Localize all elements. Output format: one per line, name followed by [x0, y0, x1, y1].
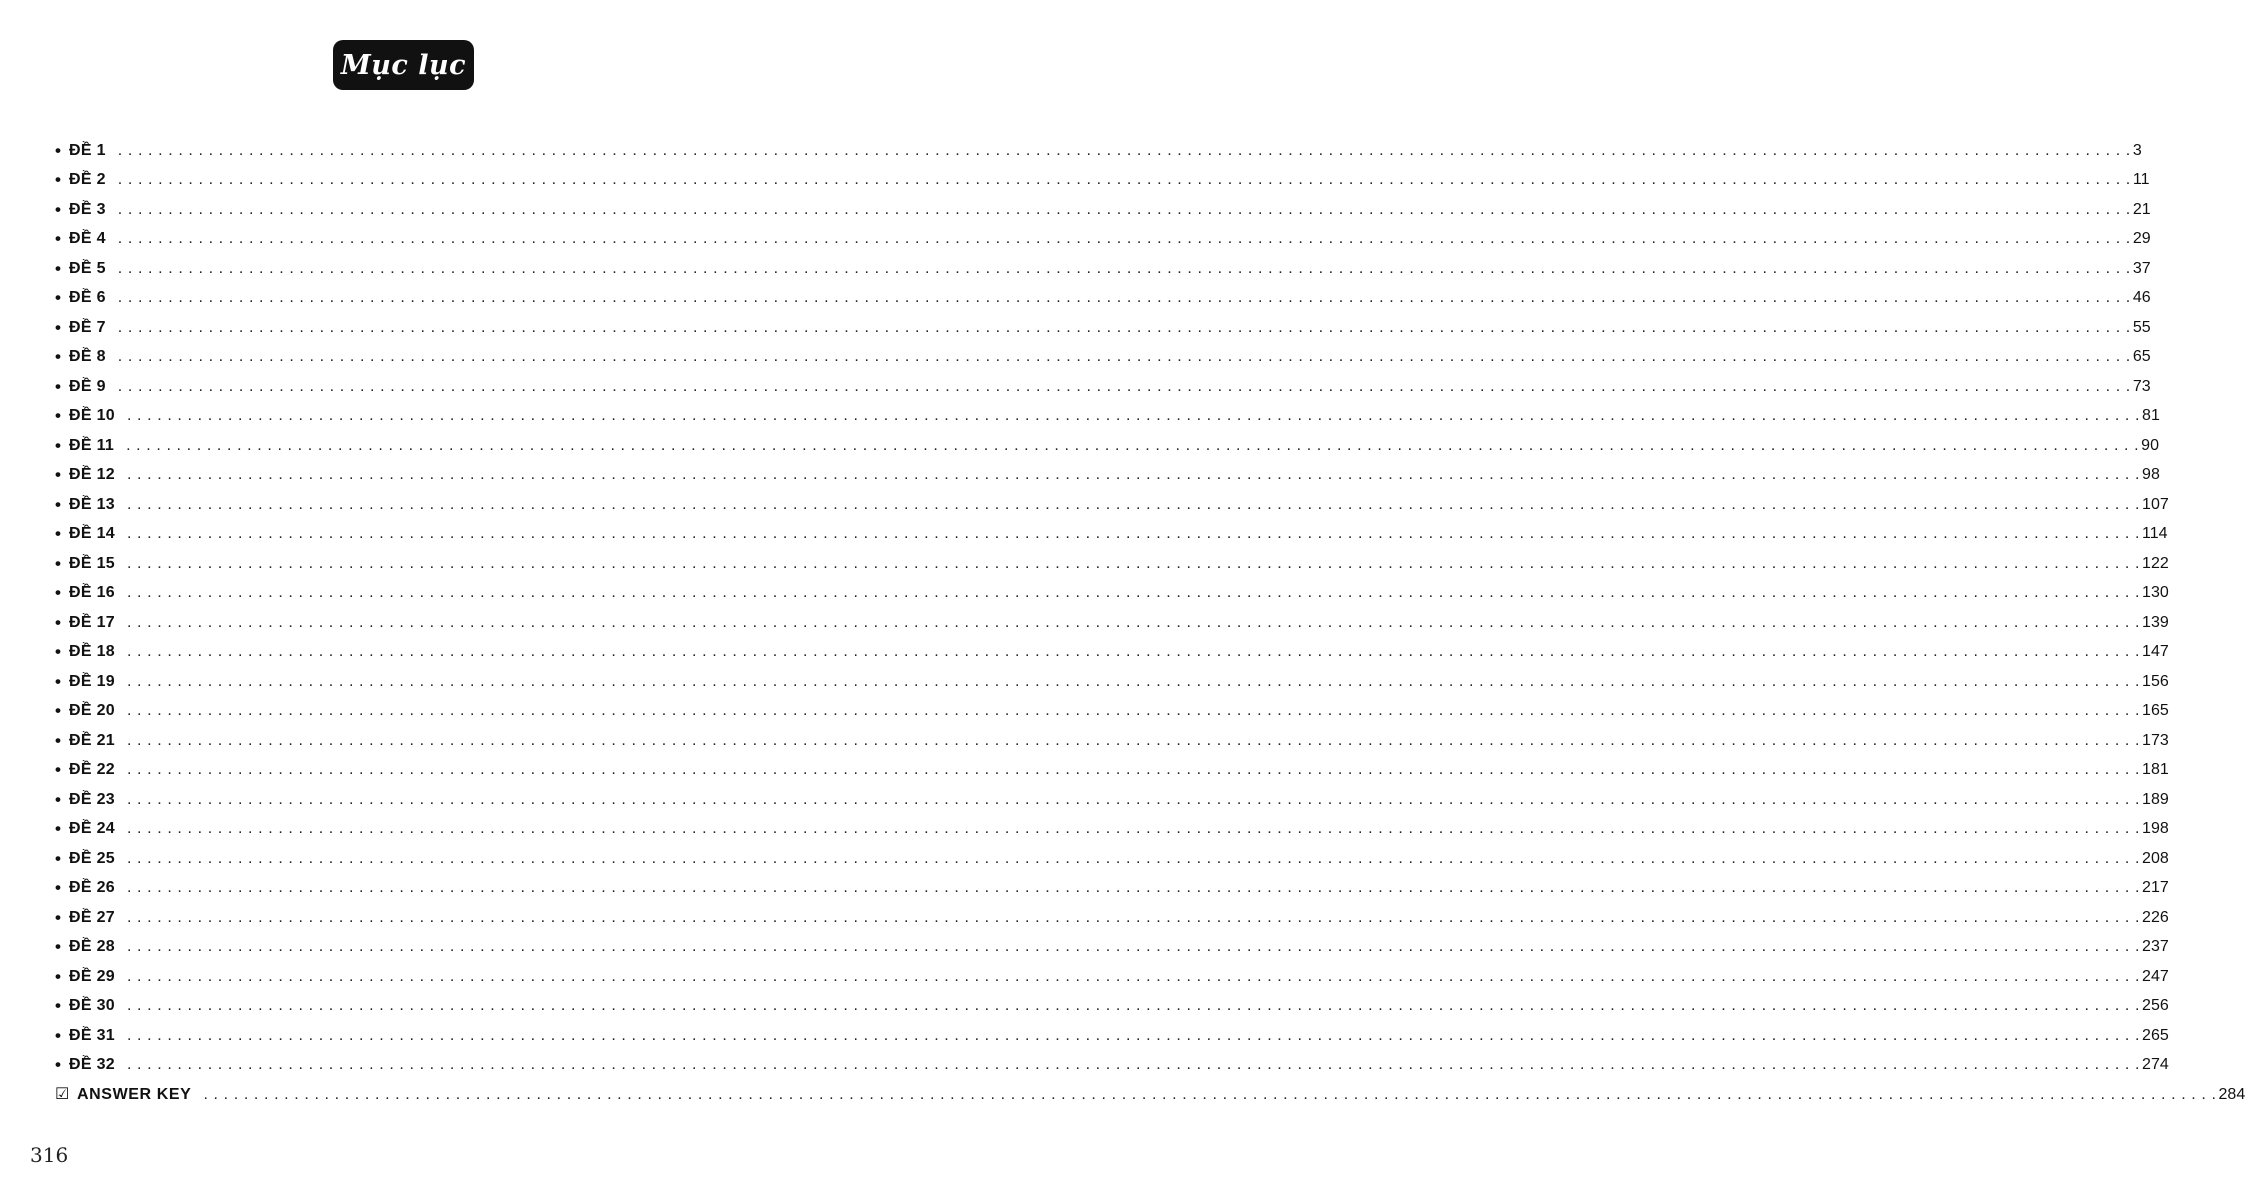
toc-entry-label: ĐỀ 14 — [69, 525, 115, 542]
dot-leader: . . . . . . . . . . . . . . . . . . . . . . . . . . . . . . . . . . . . . . . . . . . . . . . . . . . . . . . . . . . . . . . . . . . . . . . . . . . . . . . . . . . . . . . . . . . . . . . . . . . . . . . . . . . . . . . . . . . . . . . . . . . . . . . . . . . . . . . . . . . . . . . . . . . . . . . . . . . . . . . . . . . . . . . . . . . . . . . . . . . . . . . . . . . . . . . . . . . . . . . . — [117, 348, 2131, 365]
toc-title: Mục lục — [333, 40, 474, 90]
toc-entry-page: 181 — [2142, 761, 2169, 778]
toc-entry[interactable] — [55, 220, 2151, 250]
toc-entry[interactable] — [55, 544, 2169, 574]
bullet-icon: • — [55, 406, 61, 425]
dot-leader: . . . . . . . . . . . . . . . . . . . . . . . . . . . . . . . . . . . . . . . . . . . . . . . . . . . . . . . . . . . . . . . . . . . . . . . . . . . . . . . . . . . . . . . . . . . . . . . . . . . . . . . . . . . . . . . . . . . . . . . . . . . . . . . . . . . . . . . . . . . . . . . . . . . . . . . . . . . . . . . . . . . . . . . . . . . . . . . . . . . . . . . . . . . . . . . . . . . . . . . . — [126, 761, 2141, 778]
toc-entry[interactable] — [55, 633, 2169, 663]
dot-leader: . . . . . . . . . . . . . . . . . . . . . . . . . . . . . . . . . . . . . . . . . . . . . . . . . . . . . . . . . . . . . . . . . . . . . . . . . . . . . . . . . . . . . . . . . . . . . . . . . . . . . . . . . . . . . . . . . . . . . . . . . . . . . . . . . . . . . . . . . . . . . . . . . . . . . . . . . . . . . . . . . . . . . . . . . . . . . . . . . . . . . . . . . . . . . . . . . . . . . . . . — [126, 495, 2141, 513]
toc-entry-label: ĐỀ 31 — [69, 1026, 115, 1044]
toc-entry[interactable] — [55, 456, 2160, 486]
toc-entry-label: ĐỀ 27 — [69, 908, 115, 926]
toc-entry[interactable] — [55, 869, 2169, 899]
bullet-icon: • — [55, 553, 61, 573]
toc-entry[interactable] — [55, 662, 2169, 692]
toc-entry-page: 165 — [2142, 702, 2169, 719]
toc-entry[interactable] — [55, 751, 2169, 781]
toc-entry-label: ĐỀ 9 — [69, 377, 106, 395]
bullet-icon: • — [55, 996, 61, 1015]
toc-entry[interactable] — [55, 367, 2151, 397]
dot-leader: . . . . . . . . . . . . . . . . . . . . . . . . . . . . . . . . . . . . . . . . . . . . . . . . . . . . . . . . . . . . . . . . . . . . . . . . . . . . . . . . . . . . . . . . . . . . . . . . . . . . . . . . . . . . . . . . . . . . . . . . . . . . . . . . . . . . . . . . . . . . . . . . . . . . . . . . . . . . . . . . . . . . . . . . . . . . . . . . . . . . . . . . . . . . . . . . . . . . . . . . — [126, 643, 2141, 660]
toc-entry-label: ĐỀ 19 — [69, 672, 115, 690]
toc-entry[interactable] — [55, 308, 2151, 338]
toc-entry[interactable] — [55, 1016, 2169, 1046]
bullet-icon: • — [55, 819, 61, 838]
toc-entry[interactable] — [55, 987, 2169, 1017]
toc-entry-label: ĐỀ 16 — [69, 584, 115, 601]
toc-entry[interactable] — [55, 338, 2151, 368]
dot-leader: . . . . . . . . . . . . . . . . . . . . . . . . . . . . . . . . . . . . . . . . . . . . . . . . . . . . . . . . . . . . . . . . . . . . . . . . . . . . . . . . . . . . . . . . . . . . . . . . . . . . . . . . . . . . . . . . . . . . . . . . . . . . . . . . . . . . . . . . . . . . . . . . . . . . . . . . . . . . . . . . . . . . . . . . . . . . . . . . . . . . . . . . . . . . . . . . . . . . . . . . — [126, 613, 2141, 631]
bullet-icon: • — [55, 848, 61, 868]
dot-leader: . . . . . . . . . . . . . . . . . . . . . . . . . . . . . . . . . . . . . . . . . . . . . . . . . . . . . . . . . . . . . . . . . . . . . . . . . . . . . . . . . . . . . . . . . . . . . . . . . . . . . . . . . . . . . . . . . . . . . . . . . . . . . . . . . . . . . . . . . . . . . . . . . . . . . . . . . . . . . . . . . . . . . . . . . . . . . . . . . . . . . . . . . . . . . . . . . . . . . . . . — [126, 1056, 2141, 1073]
toc-entry[interactable] — [55, 279, 2151, 309]
toc-entry-page: 173 — [2142, 731, 2169, 749]
toc-entry-page: 256 — [2142, 997, 2169, 1014]
toc-entry-label: ĐỀ 21 — [69, 731, 115, 749]
bullet-icon: • — [55, 494, 61, 514]
bullet-icon: • — [55, 642, 61, 661]
toc-entry-label: ĐỀ 6 — [69, 289, 106, 306]
dot-leader: . . . . . . . . . . . . . . . . . . . . . . . . . . . . . . . . . . . . . . . . . . . . . . . . . . . . . . . . . . . . . . . . . . . . . . . . . . . . . . . . . . . . . . . . . . . . . . . . . . . . . . . . . . . . . . . . . . . . . . . . . . . . . . . . . . . . . . . . . . . . . . . . . . . . . . . . . . . . . . . . . . . . . . . . . . . . . . . . . . . . . . . . . . . . . . . . . . . . . . . . — [126, 1026, 2141, 1044]
toc-entry-page: 11 — [2132, 171, 2150, 188]
dot-leader: . . . . . . . . . . . . . . . . . . . . . . . . . . . . . . . . . . . . . . . . . . . . . . . . . . . . . . . . . . . . . . . . . . . . . . . . . . . . . . . . . . . . . . . . . . . . . . . . . . . . . . . . . . . . . . . . . . . . . . . . . . . . . . . . . . . . . . . . . . . . . . . . . . . . . . . . . . . . . . . . . . . . . . . . . . . . . . . . . . . . . . . . . . . . . . . . . . . . . . . . — [126, 967, 2141, 985]
dot-leader: . . . . . . . . . . . . . . . . . . . . . . . . . . . . . . . . . . . . . . . . . . . . . . . . . . . . . . . . . . . . . . . . . . . . . . . . . . . . . . . . . . . . . . . . . . . . . . . . . . . . . . . . . . . . . . . . . . . . . . . . . . . . . . . . . . . . . . . . . . . . . . . . . . . . . . . . . . . . . . . . . . . . . . . . . . . . . . . . . . . . . . . . . . . . . . . . . . . . . . . . — [117, 141, 2131, 159]
toc-entry[interactable] — [55, 249, 2151, 279]
dot-leader: . . . . . . . . . . . . . . . . . . . . . . . . . . . . . . . . . . . . . . . . . . . . . . . . . . . . . . . . . . . . . . . . . . . . . . . . . . . . . . . . . . . . . . . . . . . . . . . . . . . . . . . . . . . . . . . . . . . . . . . . . . . . . . . . . . . . . . . . . . . . . . . . . . . . . . . . . . . . . . . . . . . . . . . . . . . . . . . . . . . . . . . . . . . . . . . . . . . . . . . . — [126, 554, 2141, 572]
toc-entry[interactable] — [55, 928, 2169, 958]
toc-entry[interactable] — [55, 485, 2169, 515]
toc-entry-page: 114 — [2142, 525, 2168, 542]
toc-entry-answer-key[interactable] — [55, 1075, 2245, 1105]
bullet-icon: • — [55, 907, 61, 927]
bullet-icon: • — [55, 1055, 61, 1074]
toc-entry-label: ĐỀ 30 — [69, 997, 115, 1014]
dot-leader: . . . . . . . . . . . . . . . . . . . . . . . . . . . . . . . . . . . . . . . . . . . . . . . . . . . . . . . . . . . . . . . . . . . . . . . . . . . . . . . . . . . . . . . . . . . . . . . . . . . . . . . . . . . . . . . . . . . . . . . . . . . . . . . . . . . . . . . . . . . . . . . . . . . . . . . . . . . . . . . . . . . . . . . . . . . . . . . . . . . . . . . . . . . . . . . . . . . . . . . . — [126, 466, 2141, 483]
toc-entry[interactable] — [55, 574, 2169, 604]
dot-leader: . . . . . . . . . . . . . . . . . . . . . . . . . . . . . . . . . . . . . . . . . . . . . . . . . . . . . . . . . . . . . . . . . . . . . . . . . . . . . . . . . . . . . . . . . . . . . . . . . . . . . . . . . . . . . . . . . . . . . . . . . . . . . . . . . . . . . . . . . . . . . . . . . . . . . . . . . . . . . . . . . . . . . . . . . . . . . . . . . . . . . . . . . . . . . . . . . . . . . . . . — [126, 525, 2141, 542]
toc-entry-label: ĐỀ 23 — [69, 790, 115, 808]
toc-entry-label: ĐỀ 20 — [69, 702, 115, 719]
bullet-icon: • — [55, 435, 61, 455]
dot-leader: . . . . . . . . . . . . . . . . . . . . . . . . . . . . . . . . . . . . . . . . . . . . . . . . . . . . . . . . . . . . . . . . . . . . . . . . . . . . . . . . . . . . . . . . . . . . . . . . . . . . . . . . . . . . . . . . . . . . . . . . . . . . . . . . . . . . . . . . . . . . . . . . . . . . . . . . . . . . . . . . . . . . . . . . . . . . . . . . . . . . . . . . . . . . . . . . . . . . . . . . — [126, 820, 2141, 837]
toc-entry[interactable] — [55, 161, 2150, 191]
toc-entry-page: 122 — [2142, 554, 2169, 572]
dot-leader: . . . . . . . . . . . . . . . . . . . . . . . . . . . . . . . . . . . . . . . . . . . . . . . . . . . . . . . . . . . . . . . . . . . . . . . . . . . . . . . . . . . . . . . . . . . . . . . . . . . . . . . . . . . . . . . . . . . . . . . . . . . . . . . . . . . . . . . . . . . . . . . . . . . . . . . . . . . . . . . . . . . . . . . . . . . . . . . . . . . . . . . . . . . . . . . . . . . . . . . . — [117, 230, 2131, 247]
table-of-contents — [55, 131, 2245, 1105]
dot-leader: . . . . . . . . . . . . . . . . . . . . . . . . . . . . . . . . . . . . . . . . . . . . . . . . . . . . . . . . . . . . . . . . . . . . . . . . . . . . . . . . . . . . . . . . . . . . . . . . . . . . . . . . . . . . . . . . . . . . . . . . . . . . . . . . . . . . . . . . . . . . . . . . . . . . . . . . . . . . . . . . . . . . . . . . . . . . . . . . . . . . . . . . . . . . . . . . . . . . . . . . — [203, 1085, 2217, 1103]
toc-entry-label: ĐỀ 26 — [69, 879, 115, 896]
toc-entry-page: 156 — [2142, 672, 2169, 690]
toc-entry-page: 265 — [2142, 1026, 2169, 1044]
dot-leader: . . . . . . . . . . . . . . . . . . . . . . . . . . . . . . . . . . . . . . . . . . . . . . . . . . . . . . . . . . . . . . . . . . . . . . . . . . . . . . . . . . . . . . . . . . . . . . . . . . . . . . . . . . . . . . . . . . . . . . . . . . . . . . . . . . . . . . . . . . . . . . . . . . . . . . . . . . . . . . . . . . . . . . . . . . . . . . . . . . . . . . . . . . . . . . . . . . . . . . . . — [126, 879, 2141, 896]
toc-entry-label: ĐỀ 29 — [69, 967, 115, 985]
bullet-icon: • — [55, 140, 61, 160]
toc-entry-page: 29 — [2132, 230, 2151, 247]
bullet-icon: • — [55, 376, 61, 396]
toc-entry[interactable] — [55, 131, 2142, 161]
dot-leader: . . . . . . . . . . . . . . . . . . . . . . . . . . . . . . . . . . . . . . . . . . . . . . . . . . . . . . . . . . . . . . . . . . . . . . . . . . . . . . . . . . . . . . . . . . . . . . . . . . . . . . . . . . . . . . . . . . . . . . . . . . . . . . . . . . . . . . . . . . . . . . . . . . . . . . . . . . . . . . . . . . . . . . . . . . . . . . . . . . . . . . . . . . . . . . . . . . . . . . . . — [126, 584, 2141, 601]
dot-leader: . . . . . . . . . . . . . . . . . . . . . . . . . . . . . . . . . . . . . . . . . . . . . . . . . . . . . . . . . . . . . . . . . . . . . . . . . . . . . . . . . . . . . . . . . . . . . . . . . . . . . . . . . . . . . . . . . . . . . . . . . . . . . . . . . . . . . . . . . . . . . . . . . . . . . . . . . . . . . . . . . . . . . . . . . . . . . . . . . . . . . . . . . . . . . . . . . . . . . . . . — [126, 672, 2141, 690]
toc-entry-label: ĐỀ 1 — [69, 141, 106, 159]
toc-entry-page: 189 — [2142, 790, 2169, 808]
toc-entry-page: 274 — [2142, 1056, 2169, 1073]
toc-entry-page: 198 — [2142, 820, 2169, 837]
dot-leader: . . . . . . . . . . . . . . . . . . . . . . . . . . . . . . . . . . . . . . . . . . . . . . . . . . . . . . . . . . . . . . . . . . . . . . . . . . . . . . . . . . . . . . . . . . . . . . . . . . . . . . . . . . . . . . . . . . . . . . . . . . . . . . . . . . . . . . . . . . . . . . . . . . . . . . . . . . . . . . . . . . . . . . . . . . . . . . . . . . . . . . . . . . . . . . . . . . . . . . . . — [126, 407, 2141, 424]
toc-entry-label: ĐỀ 11 — [69, 436, 115, 454]
bullet-icon: • — [55, 730, 61, 750]
bullet-icon: • — [55, 937, 61, 956]
toc-entry[interactable] — [55, 397, 2160, 427]
toc-entry-page: 46 — [2132, 289, 2151, 306]
toc-entry[interactable] — [55, 692, 2169, 722]
bullet-icon: • — [55, 288, 61, 307]
dot-leader: . . . . . . . . . . . . . . . . . . . . . . . . . . . . . . . . . . . . . . . . . . . . . . . . . . . . . . . . . . . . . . . . . . . . . . . . . . . . . . . . . . . . . . . . . . . . . . . . . . . . . . . . . . . . . . . . . . . . . . . . . . . . . . . . . . . . . . . . . . . . . . . . . . . . . . . . . . . . . . . . . . . . . . . . . . . . . . . . . . . . . . . . . . . . . . . . . . . . . . . . — [117, 171, 2131, 188]
bullet-icon: • — [55, 465, 61, 484]
toc-entry-page: 217 — [2142, 879, 2169, 896]
toc-entry-label: ĐỀ 32 — [69, 1056, 115, 1073]
toc-entry-label: ĐỀ 15 — [69, 554, 115, 572]
toc-entry-page: 147 — [2142, 643, 2169, 660]
checkbox-icon: ☑ — [55, 1085, 70, 1103]
bullet-icon: • — [55, 701, 61, 720]
toc-entry-page: 130 — [2142, 584, 2169, 601]
dot-leader: . . . . . . . . . . . . . . . . . . . . . . . . . . . . . . . . . . . . . . . . . . . . . . . . . . . . . . . . . . . . . . . . . . . . . . . . . . . . . . . . . . . . . . . . . . . . . . . . . . . . . . . . . . . . . . . . . . . . . . . . . . . . . . . . . . . . . . . . . . . . . . . . . . . . . . . . . . . . . . . . . . . . . . . . . . . . . . . . . . . . . . . . . . . . . . . . . . . . . . . . — [126, 908, 2141, 926]
toc-entry[interactable] — [55, 780, 2169, 810]
bullet-icon: • — [55, 229, 61, 248]
toc-entry-label: ĐỀ 3 — [69, 200, 106, 218]
toc-entry-page: 73 — [2132, 377, 2151, 395]
toc-entry[interactable] — [55, 957, 2169, 987]
toc-entry[interactable] — [55, 721, 2169, 751]
toc-entry[interactable] — [55, 515, 2168, 545]
toc-entry-label: ĐỀ 24 — [69, 820, 115, 837]
toc-entry-label: ĐỀ 25 — [69, 849, 115, 867]
toc-entry[interactable] — [55, 898, 2169, 928]
dot-leader: . . . . . . . . . . . . . . . . . . . . . . . . . . . . . . . . . . . . . . . . . . . . . . . . . . . . . . . . . . . . . . . . . . . . . . . . . . . . . . . . . . . . . . . . . . . . . . . . . . . . . . . . . . . . . . . . . . . . . . . . . . . . . . . . . . . . . . . . . . . . . . . . . . . . . . . . . . . . . . . . . . . . . . . . . . . . . . . . . . . . . . . . . . . . . . . . . . . . . . . . — [126, 731, 2141, 749]
bullet-icon: • — [55, 789, 61, 809]
toc-entry-label: ĐỀ 18 — [69, 643, 115, 660]
toc-entry[interactable] — [55, 603, 2169, 633]
toc-entry[interactable] — [55, 1046, 2169, 1076]
toc-entry-label: ĐỀ 22 — [69, 761, 115, 778]
toc-entry-page: 37 — [2132, 259, 2151, 277]
bullet-icon: • — [55, 347, 61, 366]
toc-entry-page: 98 — [2142, 466, 2160, 483]
bullet-icon: • — [55, 671, 61, 691]
toc-entry[interactable] — [55, 839, 2169, 869]
toc-entry-label: ĐỀ 5 — [69, 259, 106, 277]
dot-leader: . . . . . . . . . . . . . . . . . . . . . . . . . . . . . . . . . . . . . . . . . . . . . . . . . . . . . . . . . . . . . . . . . . . . . . . . . . . . . . . . . . . . . . . . . . . . . . . . . . . . . . . . . . . . . . . . . . . . . . . . . . . . . . . . . . . . . . . . . . . . . . . . . . . . . . . . . . . . . . . . . . . . . . . . . . . . . . . . . . . . . . . . . . . . . . . . . . . . . . . . — [126, 849, 2141, 867]
toc-entry-page: 3 — [2132, 141, 2142, 159]
toc-entry-label: ANSWER KEY — [77, 1085, 192, 1103]
toc-entry-page: 21 — [2132, 200, 2151, 218]
toc-entry-page: 139 — [2142, 613, 2169, 631]
dot-leader: . . . . . . . . . . . . . . . . . . . . . . . . . . . . . . . . . . . . . . . . . . . . . . . . . . . . . . . . . . . . . . . . . . . . . . . . . . . . . . . . . . . . . . . . . . . . . . . . . . . . . . . . . . . . . . . . . . . . . . . . . . . . . . . . . . . . . . . . . . . . . . . . . . . . . . . . . . . . . . . . . . . . . . . . . . . . . . . . . . . . . . . . . . . . . . . . . . . . . . . . — [117, 318, 2131, 336]
dot-leader: . . . . . . . . . . . . . . . . . . . . . . . . . . . . . . . . . . . . . . . . . . . . . . . . . . . . . . . . . . . . . . . . . . . . . . . . . . . . . . . . . . . . . . . . . . . . . . . . . . . . . . . . . . . . . . . . . . . . . . . . . . . . . . . . . . . . . . . . . . . . . . . . . . . . . . . . . . . . . . . . . . . . . . . . . . . . . . . . . . . . . . . . . . . . . . . . . . . . . . . . — [126, 997, 2141, 1014]
bullet-icon: • — [55, 170, 61, 189]
bullet-icon: • — [55, 524, 61, 543]
bullet-icon: • — [55, 878, 61, 897]
toc-entry-label: ĐỀ 10 — [69, 407, 115, 424]
toc-entry-page: 90 — [2141, 436, 2159, 454]
bullet-icon: • — [55, 612, 61, 632]
toc-entry-page: 55 — [2132, 318, 2151, 336]
bullet-icon: • — [55, 1025, 61, 1045]
bullet-icon: • — [55, 317, 61, 337]
toc-entry-label: ĐỀ 4 — [69, 230, 106, 247]
toc-entry-page: 208 — [2142, 849, 2169, 867]
toc-entry-page: 81 — [2142, 407, 2160, 424]
toc-entry[interactable] — [55, 810, 2169, 840]
bullet-icon: • — [55, 966, 61, 986]
toc-entry-page: 226 — [2142, 908, 2169, 926]
toc-entry-label: ĐỀ 8 — [69, 348, 106, 365]
dot-leader: . . . . . . . . . . . . . . . . . . . . . . . . . . . . . . . . . . . . . . . . . . . . . . . . . . . . . . . . . . . . . . . . . . . . . . . . . . . . . . . . . . . . . . . . . . . . . . . . . . . . . . . . . . . . . . . . . . . . . . . . . . . . . . . . . . . . . . . . . . . . . . . . . . . . . . . . . . . . . . . . . . . . . . . . . . . . . . . . . . . . . . . . . . . . . . . . . . . . . . . . — [117, 289, 2131, 306]
bullet-icon: • — [55, 199, 61, 219]
toc-entry-label: ĐỀ 13 — [69, 495, 115, 513]
toc-entry-label: ĐỀ 7 — [69, 318, 106, 336]
bullet-icon: • — [55, 583, 61, 602]
toc-entry-page: 247 — [2142, 967, 2169, 985]
toc-entry-page: 65 — [2132, 348, 2151, 365]
toc-entry-label: ĐỀ 28 — [69, 938, 115, 955]
toc-entry-label: ĐỀ 17 — [69, 613, 115, 631]
dot-leader: . . . . . . . . . . . . . . . . . . . . . . . . . . . . . . . . . . . . . . . . . . . . . . . . . . . . . . . . . . . . . . . . . . . . . . . . . . . . . . . . . . . . . . . . . . . . . . . . . . . . . . . . . . . . . . . . . . . . . . . . . . . . . . . . . . . . . . . . . . . . . . . . . . . . . . . . . . . . . . . . . . . . . . . . . . . . . . . . . . . . . . . . . . . . . . . . . . . . . . . . — [117, 377, 2131, 395]
toc-entry[interactable] — [55, 426, 2159, 456]
toc-entry-page: 237 — [2142, 938, 2169, 955]
page-number: 316 — [30, 1143, 69, 1167]
dot-leader: . . . . . . . . . . . . . . . . . . . . . . . . . . . . . . . . . . . . . . . . . . . . . . . . . . . . . . . . . . . . . . . . . . . . . . . . . . . . . . . . . . . . . . . . . . . . . . . . . . . . . . . . . . . . . . . . . . . . . . . . . . . . . . . . . . . . . . . . . . . . . . . . . . . . . . . . . . . . . . . . . . . . . . . . . . . . . . . . . . . . . . . . . . . . . . . . . . . . . . . . — [126, 790, 2141, 808]
toc-entry-page: 284 — [2218, 1085, 2245, 1103]
dot-leader: . . . . . . . . . . . . . . . . . . . . . . . . . . . . . . . . . . . . . . . . . . . . . . . . . . . . . . . . . . . . . . . . . . . . . . . . . . . . . . . . . . . . . . . . . . . . . . . . . . . . . . . . . . . . . . . . . . . . . . . . . . . . . . . . . . . . . . . . . . . . . . . . . . . . . . . . . . . . . . . . . . . . . . . . . . . . . . . . . . . . . . . . . . . . . . . . . . . . . . . . — [117, 259, 2131, 277]
dot-leader: . . . . . . . . . . . . . . . . . . . . . . . . . . . . . . . . . . . . . . . . . . . . . . . . . . . . . . . . . . . . . . . . . . . . . . . . . . . . . . . . . . . . . . . . . . . . . . . . . . . . . . . . . . . . . . . . . . . . . . . . . . . . . . . . . . . . . . . . . . . . . . . . . . . . . . . . . . . . . . . . . . . . . . . . . . . . . . . . . . . . . . . . . . . . . . . . . . . . . . . . — [126, 938, 2141, 955]
toc-entry-label: ĐỀ 2 — [69, 171, 106, 188]
toc-entry[interactable] — [55, 190, 2151, 220]
toc-entry-label: ĐỀ 12 — [69, 466, 115, 483]
toc-title-badge — [333, 40, 474, 90]
dot-leader: . . . . . . . . . . . . . . . . . . . . . . . . . . . . . . . . . . . . . . . . . . . . . . . . . . . . . . . . . . . . . . . . . . . . . . . . . . . . . . . . . . . . . . . . . . . . . . . . . . . . . . . . . . . . . . . . . . . . . . . . . . . . . . . . . . . . . . . . . . . . . . . . . . . . . . . . . . . . . . . . . . . . . . . . . . . . . . . . . . . . . . . . . . . . . . . . . . . . . . . . — [126, 436, 2140, 454]
bullet-icon: • — [55, 258, 61, 278]
dot-leader: . . . . . . . . . . . . . . . . . . . . . . . . . . . . . . . . . . . . . . . . . . . . . . . . . . . . . . . . . . . . . . . . . . . . . . . . . . . . . . . . . . . . . . . . . . . . . . . . . . . . . . . . . . . . . . . . . . . . . . . . . . . . . . . . . . . . . . . . . . . . . . . . . . . . . . . . . . . . . . . . . . . . . . . . . . . . . . . . . . . . . . . . . . . . . . . . . . . . . . . . — [126, 702, 2141, 719]
dot-leader: . . . . . . . . . . . . . . . . . . . . . . . . . . . . . . . . . . . . . . . . . . . . . . . . . . . . . . . . . . . . . . . . . . . . . . . . . . . . . . . . . . . . . . . . . . . . . . . . . . . . . . . . . . . . . . . . . . . . . . . . . . . . . . . . . . . . . . . . . . . . . . . . . . . . . . . . . . . . . . . . . . . . . . . . . . . . . . . . . . . . . . . . . . . . . . . . . . . . . . . . — [117, 200, 2131, 218]
toc-entry-page: 107 — [2142, 495, 2169, 513]
bullet-icon: • — [55, 760, 61, 779]
